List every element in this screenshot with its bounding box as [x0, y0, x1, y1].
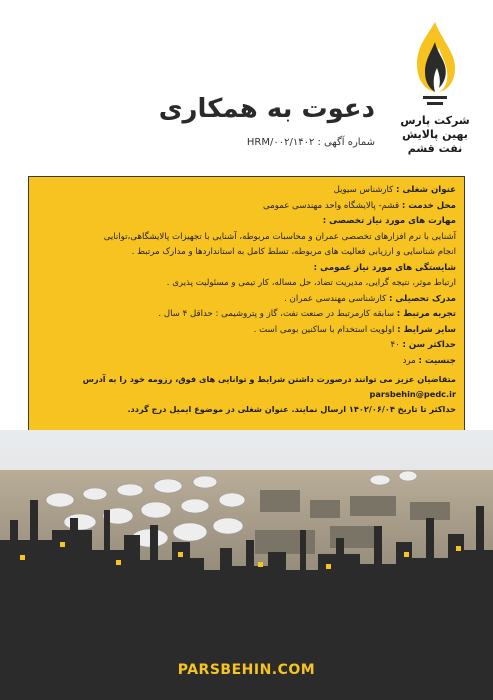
- company-logo: [399, 20, 471, 160]
- experience-row: [37, 307, 456, 323]
- location-row: [37, 199, 456, 215]
- gender-row: [37, 354, 456, 370]
- skills-label-text: مهارت های مورد نیاز تخصصی :: [322, 216, 456, 226]
- company-name-line: نفت قشم: [407, 142, 463, 155]
- flame-logo-icon: [409, 20, 461, 108]
- experience-label: تجربه مرتبط :: [396, 309, 456, 319]
- age-value: ۴۰: [390, 340, 400, 350]
- company-name-line: بهین پالایش: [402, 128, 468, 141]
- company-name: [399, 114, 471, 156]
- page-title: دعوت به همکاری: [158, 94, 375, 124]
- skills-text: آشنایی با نرم افزارهای تخصصی عمران و محاسبات مربوطه، آشنایی با تجهیزات پالایشگاهی،توانایی: [103, 231, 456, 242]
- ad-number: شماره آگهی : ۱۴۰۲/HRM/۰۰۲: [246, 137, 375, 148]
- skills-label: [37, 214, 456, 230]
- website-link[interactable]: PARSBEHIN.COM: [177, 662, 316, 678]
- instructions-line: [37, 372, 456, 402]
- age-label: حداکثر سن :: [402, 340, 456, 350]
- job-title-row: [37, 183, 456, 199]
- location-value: قشم- پالایشگاه واحد مهندسی عمومی: [263, 200, 400, 211]
- refinery-illustration: [0, 430, 493, 700]
- job-title-label: عنوان شغلی :: [396, 185, 456, 195]
- application-instructions: [37, 372, 456, 417]
- general-value: ارتباط موثر، نتیجه گرایی، مدیریت تضاد، حل مساله، کار تیمی و مسئولیت پذیری .: [166, 278, 456, 288]
- other-value: اولویت استخدام با ساکنین بومی است .: [253, 324, 395, 335]
- other-label: سایر شرایط :: [397, 324, 456, 335]
- experience-value: سابقه کارمرتبط در صنعت نفت، گاز و پتروشیمی : حداقل ۴ سال .: [158, 309, 395, 319]
- education-row: [37, 292, 456, 308]
- other-row: [37, 323, 456, 339]
- location-label: محل خدمت :: [401, 200, 456, 211]
- gender-label: جنسیت :: [418, 355, 456, 366]
- skills-text: انجام شناسایی و ارزیابی فعالیت های مربوطه، تسلط کامل به استانداردها و مدارک مرتبط .: [131, 247, 456, 257]
- job-title-value: کارشناس سیویل: [333, 185, 394, 195]
- general-label-text: شایستگی های مورد نیاز عمومی :: [313, 262, 456, 273]
- education-label: مدرک تحصیلی :: [388, 293, 456, 304]
- education-value: کارشناسی مهندسی عمران .: [284, 293, 387, 304]
- company-name-line: شرکت پارس: [400, 114, 470, 127]
- instructions-text: متقاضیان عزیز می توانند درصورت داشتن شرایط و توانایی های فوق، رزومه خود را به آدرس: [82, 374, 456, 384]
- job-details-box: [28, 176, 465, 442]
- gender-value: مرد: [402, 355, 416, 366]
- email-link[interactable]: parsbehin@pedc.ir: [369, 389, 456, 399]
- age-row: [37, 338, 456, 354]
- general-label: [37, 261, 456, 277]
- instructions-deadline: حداکثر تا تاریخ ۱۴۰۲/۰۶/۰۴ ارسال نمایند. عنوان شغلی در موضوع ایمیل درج گردد.: [127, 404, 456, 414]
